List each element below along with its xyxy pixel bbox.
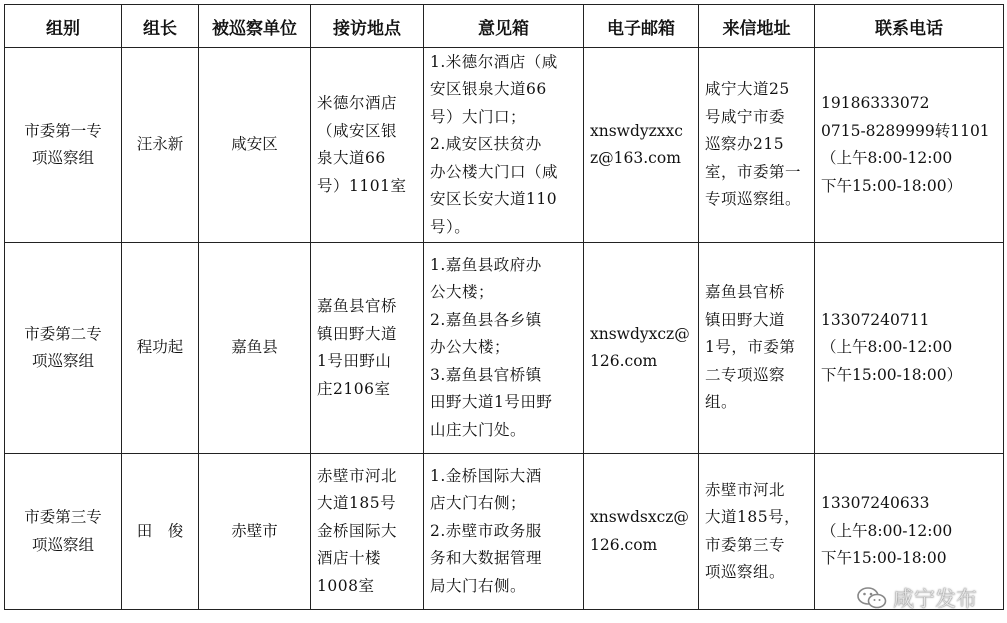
cell-phone [815, 48, 1004, 243]
cell-email-line: 126.com [590, 352, 658, 370]
cell-letter-address-line: 项巡察组。 [705, 563, 786, 581]
cell-leader: 田 俊 [122, 454, 199, 610]
cell-opinion-box-line: 公大楼； [430, 283, 495, 302]
cell-opinion-box-line: 3.嘉鱼县官桥镇 [430, 365, 542, 384]
header-email: 电子邮箱 [584, 5, 699, 48]
cell-visit-location [311, 48, 424, 243]
cell-phone [815, 243, 1004, 454]
cell-visit-location [311, 454, 424, 610]
cell-letter-address-line: 市委第三专 [705, 535, 786, 554]
cell-opinion-box-line: 安区长安大道110 [430, 190, 558, 209]
cell-visit-location-line: 镇田野大道 [317, 324, 398, 343]
cell-visit-location [311, 243, 424, 454]
cell-opinion-box-line: 1.嘉鱼县政府办 [430, 255, 542, 274]
header-opinion-box: 意见箱 [424, 5, 584, 48]
cell-letter-address [699, 48, 815, 243]
cell-letter-address [699, 243, 815, 454]
cell-opinion-box-line: 1.米德尔酒店（咸 [430, 52, 558, 71]
cell-visit-location-line: 号）1101室 [317, 176, 407, 195]
cell-unit: 赤壁市 [199, 454, 311, 610]
cell-letter-address [699, 454, 815, 610]
cell-visit-location-line: 赤壁市河北 [317, 466, 398, 485]
table-row [5, 243, 1004, 454]
cell-opinion-box-line: 田野大道1号田野 [430, 393, 553, 412]
cell-phone-line: 下午15:00-18:00 [821, 549, 947, 568]
cell-visit-location-line: 1008室 [317, 576, 375, 595]
cell-letter-address-line: 室，市委第一 [705, 162, 802, 181]
cell-opinion-box-line: 安区银泉大道66 [430, 80, 547, 99]
cell-group-line: 市委第二专 [24, 324, 102, 343]
cell-visit-location-line: 泉大道66 [317, 149, 386, 167]
cell-opinion-box-line: 2.赤壁市政务服 [430, 521, 542, 540]
cell-phone-line: 13307240633 [821, 494, 930, 513]
cell-email [584, 48, 699, 243]
cell-email-line: xnswdyxcz@ [590, 324, 690, 343]
header-visit-location: 接访地点 [311, 5, 424, 48]
cell-opinion-box-line: 号）大门口； [430, 107, 527, 126]
cell-group-line: 市委第一专 [24, 121, 102, 140]
cell-opinion-box [424, 243, 584, 454]
cell-phone-line: （上午8:00-12:00 [821, 149, 953, 167]
cell-leader: 汪永新 [122, 48, 199, 243]
cell-opinion-box-line: 1.金桥国际大酒 [430, 466, 542, 485]
cell-email-line: z@163.com [590, 149, 681, 167]
cell-opinion-box-line: 2.嘉鱼县各乡镇 [430, 310, 542, 329]
cell-email-line: xnswdyzxxc [590, 121, 683, 140]
cell-opinion-box [424, 454, 584, 610]
cell-letter-address-line: 专项巡察组。 [705, 190, 802, 209]
cell-letter-address-line: 赤壁市河北 [705, 480, 786, 499]
cell-visit-location-line: 1号田野山 [317, 352, 392, 370]
wechat-icon [857, 587, 887, 609]
cell-group-line: 项巡察组 [31, 352, 94, 370]
cell-letter-address-line: 组。 [705, 393, 738, 412]
cell-email-line: 126.com [590, 535, 658, 554]
header-letter-address: 来信地址 [699, 5, 815, 48]
cell-visit-location-line: 庄2106室 [317, 379, 391, 398]
cell-group [5, 243, 122, 454]
watermark-text: 咸宁发布 [893, 587, 977, 611]
cell-phone-line: （上午8:00-12:00 [821, 338, 953, 357]
cell-opinion-box-line: 山庄大门处。 [430, 420, 527, 439]
header-phone: 联系电话 [815, 5, 1004, 48]
cell-phone-line: 19186333072 [821, 94, 930, 112]
cell-opinion-box-line: 2.咸安区扶贫办 [430, 135, 542, 154]
cell-group-line: 市委第三专 [24, 508, 102, 526]
header-row [5, 5, 1004, 48]
table-row [5, 48, 1004, 243]
cell-letter-address-line: 镇田野大道 [705, 310, 786, 329]
cell-phone-line: 下午15:00-18:00） [821, 176, 963, 195]
header-leader: 组长 [122, 5, 199, 48]
cell-group-line: 项巡察组 [31, 535, 94, 554]
cell-letter-address-line: 嘉鱼县官桥 [705, 283, 786, 302]
cell-phone-line: 13307240711 [821, 310, 930, 329]
table-row [5, 454, 1004, 610]
cell-visit-location-line: 米德尔酒店 [317, 94, 398, 112]
header-group: 组别 [5, 5, 122, 48]
inspection-table [4, 4, 1004, 610]
cell-email-line: xnswdsxcz@ [590, 508, 689, 526]
cell-visit-location-line: 大道185号 [317, 494, 397, 513]
cell-unit: 咸安区 [199, 48, 311, 243]
cell-phone-line: 下午15:00-18:00） [821, 365, 963, 384]
cell-email [584, 454, 699, 610]
cell-letter-address-line: 大道185号， [705, 508, 801, 526]
cell-phone-line: （上午8:00-12:00 [821, 521, 953, 540]
cell-opinion-box [424, 48, 584, 243]
cell-opinion-box-line: 局大门右侧。 [430, 576, 527, 595]
header-unit: 被巡察单位 [199, 5, 311, 48]
cell-group [5, 454, 122, 610]
cell-opinion-box-line: 号）。 [430, 217, 471, 236]
cell-visit-location-line: 金桥国际大 [317, 521, 398, 540]
cell-visit-location-line: 嘉鱼县官桥 [317, 297, 398, 315]
cell-letter-address-line: 号咸宁市委 [705, 107, 786, 126]
cell-phone-line: 0715-8289999转1101 [821, 121, 990, 140]
cell-leader: 程功起 [122, 243, 199, 454]
cell-letter-address-line: 二专项巡察 [705, 365, 786, 384]
watermark [857, 583, 977, 613]
cell-opinion-box-line: 店大门右侧； [430, 494, 527, 513]
cell-group-line: 项巡察组 [31, 149, 94, 167]
cell-group [5, 48, 122, 243]
cell-email [584, 243, 699, 454]
cell-unit: 嘉鱼县 [199, 243, 311, 454]
cell-opinion-box-line: 办公大楼； [430, 338, 511, 357]
cell-letter-address-line: 1号，市委第 [705, 338, 796, 357]
cell-visit-location-line: （咸安区银 [317, 121, 398, 140]
cell-opinion-box-line: 办公楼大门口（咸 [430, 162, 559, 181]
cell-letter-address-line: 巡察办215 [705, 135, 785, 154]
cell-visit-location-line: 酒店十楼 [317, 549, 382, 568]
cell-opinion-box-line: 务和大数据管理 [430, 549, 543, 568]
cell-letter-address-line: 咸宁大道25 [705, 80, 790, 99]
